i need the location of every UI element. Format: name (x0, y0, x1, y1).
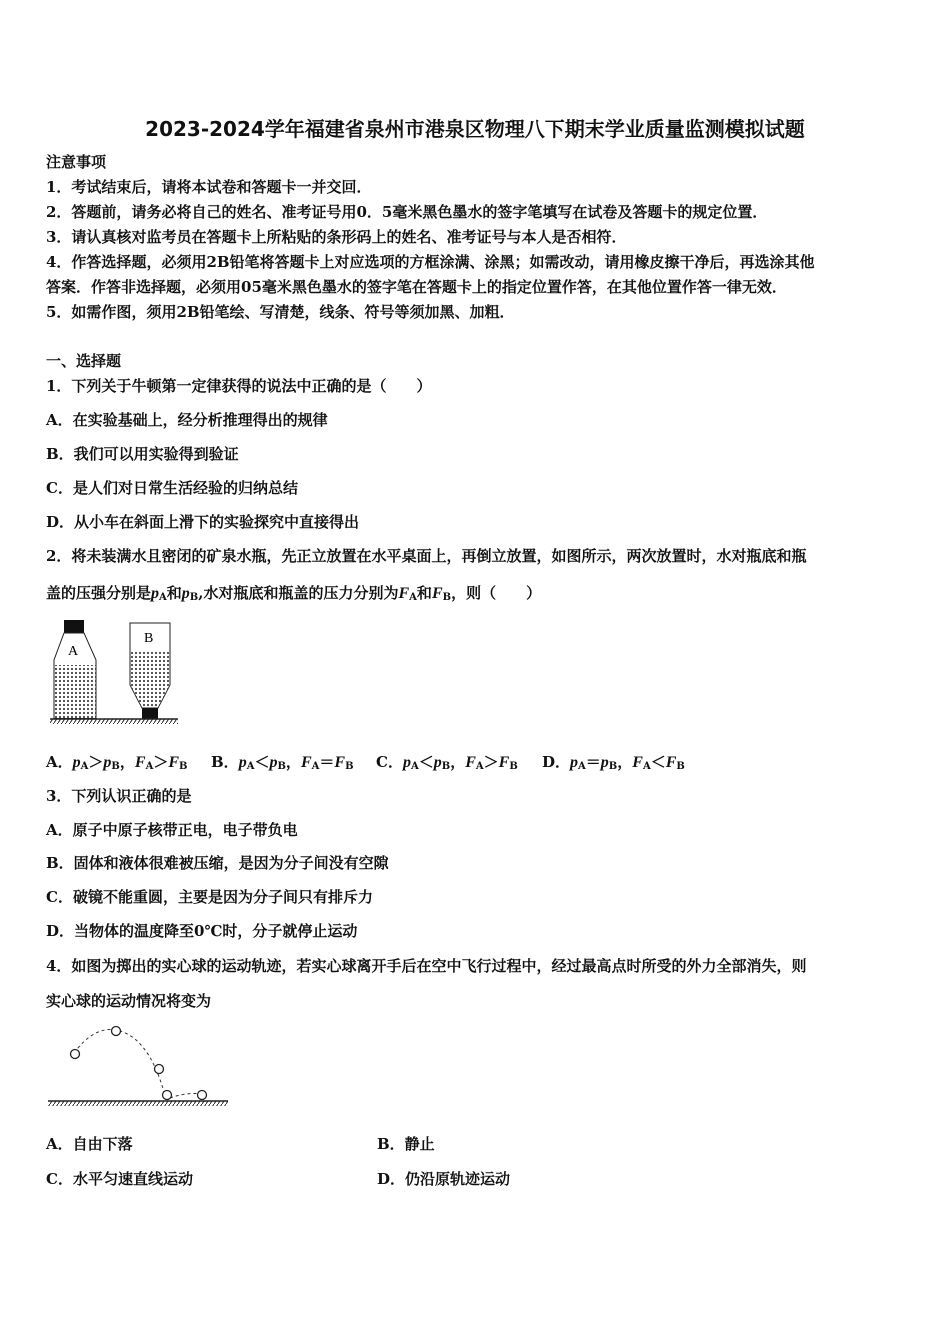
variable: F (300, 754, 312, 771)
variable-subscript: B (189, 592, 199, 603)
variable-subscript: A (642, 761, 651, 772)
page-title: 2023-2024学年福建省泉州市港泉区物理八下期末学业质量监测模拟试题 (145, 117, 805, 141)
q2-option-c[interactable]: C．$p_A<p_B$，$F_A>F_B$ (376, 753, 518, 772)
variable-subscript: A (409, 592, 417, 603)
variable: p (600, 754, 609, 771)
variable: p (570, 754, 579, 771)
variable-subscript: A (311, 761, 320, 772)
variable: F (498, 754, 510, 771)
variable: F (398, 585, 410, 602)
notice-line: 4．作答选择题，必须用2B铅笔将答题卡上对应选项的方框涂满、涂黑；如需改动，请用橡皮擦干净后，再选涂其他 (46, 253, 815, 271)
variable-subscript: B (441, 761, 451, 772)
notice-heading: 注意事项 (46, 153, 107, 171)
variable: p (181, 585, 190, 602)
bottle-a-label: A (68, 644, 79, 659)
variable-subscript: B (676, 761, 685, 772)
q3-stem: 3．下列认识正确的是 (46, 787, 192, 805)
variable-subscript: B (509, 761, 518, 772)
q1-option-a[interactable]: A．在实验基础上，经分析推理得出的规律 (46, 411, 328, 429)
q4-option-a[interactable]: A．自由下落 (46, 1135, 133, 1153)
variable: F (632, 754, 643, 771)
variable-subscript: B (442, 592, 452, 603)
q4-option-c[interactable]: C．水平匀速直线运动 (46, 1170, 193, 1188)
variable: F (168, 754, 180, 771)
q2-option-a[interactable]: A．$p_A>p_B$，$F_A>F_B$ (46, 753, 188, 772)
variable-subscript: A (80, 761, 89, 772)
variable-subscript: B (608, 761, 618, 772)
q1-option-d[interactable]: D．从小车在斜面上滑下的实验探究中直接得出 (46, 513, 360, 531)
variable-subscript: A (159, 592, 167, 603)
q4-option-d[interactable]: D．仍沿原轨迹运动 (377, 1170, 511, 1188)
notice-line: 5．如需作图，须用2B铅笔绘、写清楚，线条、符号等须加黑、加粗． (46, 303, 515, 321)
q3-option-b[interactable]: B．固体和液体很难被压缩，是因为分子间没有空隙 (46, 854, 389, 872)
variable-subscript: A (410, 761, 419, 772)
variable: p (238, 754, 247, 771)
q1-option-c[interactable]: C．是人们对日常生活经验的归纳总结 (46, 479, 298, 497)
notice-line: 3．请认真核对监考员在答题卡上所粘贴的条形码上的姓名、准考证号与本人是否相符． (46, 228, 627, 246)
bottle-a (54, 620, 96, 718)
section-heading: 一、选择题 (46, 352, 122, 370)
q3-option-d[interactable]: D．当物体的温度降至0℃时，分子就停止运动 (46, 922, 358, 940)
q4-stem-line2: 实心球的运动情况将变为 (46, 992, 212, 1010)
variable-subscript: A (145, 761, 154, 772)
q4-stem-line1: 4．如图为掷出的实心球的运动轨迹，若实心球离开手后在空中飞行过程中，经过最高点时所受的外力全部消失，则 (46, 957, 807, 975)
q3-option-a[interactable]: A．原子中原子核带正电，电子带负电 (46, 821, 298, 839)
variable: p (433, 754, 442, 771)
q1-stem: 1．下列关于牛顿第一定律获得的说法中正确的是（ ） (46, 377, 432, 395)
variable: p (269, 754, 278, 771)
variable: F (431, 585, 443, 602)
q2-option-b[interactable]: B．$p_A<p_B$，$F_A=F_B$ (211, 753, 354, 772)
variable: p (151, 585, 160, 602)
variable: p (402, 754, 411, 771)
notice-line: 1．考试结束后，请将本试卷和答题卡一并交回． (46, 178, 372, 196)
variable: F (334, 754, 346, 771)
q2-stem-line2: 盖的压强分别是$p_A$和$p_B$,水对瓶底和瓶盖的压力分别为$F_A$和$F_B$，则（ ） (46, 584, 542, 603)
notice-line: 答案．作答非选择题，必须用05毫米黑色墨水的签字笔在答题卡上的指定位置作答，在其他位置作答一律无效． (46, 278, 787, 296)
q3-option-c[interactable]: C．破镜不能重圆，主要是因为分子间只有排斥力 (46, 888, 373, 906)
variable-subscript: B (277, 761, 286, 772)
variable-subscript: B (179, 761, 188, 772)
variable-subscript: A (578, 761, 586, 772)
variable: p (72, 754, 81, 771)
variable: p (103, 754, 112, 771)
notice-line: 2．答题前，请务必将自己的姓名、准考证号用0．5毫米黑色墨水的签字笔填写在试卷及答题卡的规定位置． (46, 203, 768, 221)
variable: F (665, 754, 677, 771)
q2-option-d[interactable]: D．$p_A=p_B$，$F_A<F_B$ (542, 753, 685, 772)
ball-trajectory-figure (46, 1020, 232, 1112)
variable: F (134, 754, 146, 771)
variable-subscript: B (111, 761, 120, 772)
q1-option-b[interactable]: B．我们可以用实验得到验证 (46, 445, 239, 463)
variable-subscript: A (246, 761, 255, 772)
bottles-figure (46, 615, 186, 727)
q4-option-b[interactable]: B．静止 (377, 1135, 435, 1153)
bottle-b (130, 623, 170, 719)
bottle-b-label: B (144, 631, 154, 646)
variable-subscript: B (345, 761, 354, 772)
q2-stem-line1: 2．将未装满水且密闭的矿泉水瓶，先正立放置在水平桌面上，再倒立放置，如图所示，两次放置时，水对瓶底和瓶 (46, 547, 807, 565)
variable-subscript: A (475, 761, 484, 772)
variable: F (465, 754, 476, 771)
